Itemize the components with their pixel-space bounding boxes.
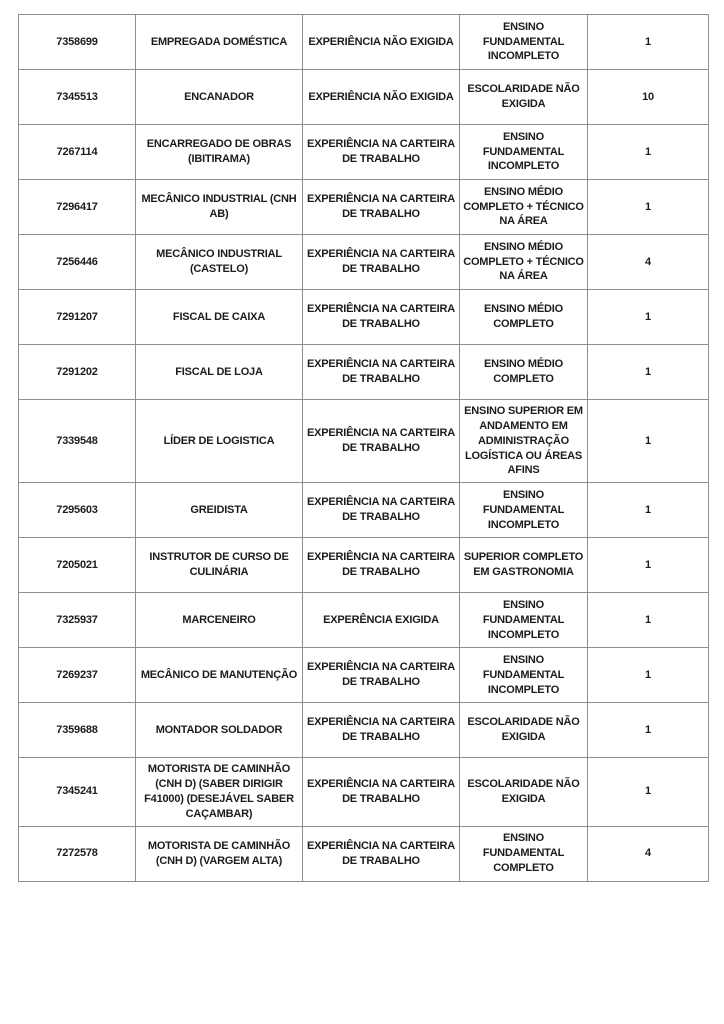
experience-cell: EXPERIÊNCIA NA CARTEIRA DE TRABALHO bbox=[303, 826, 460, 881]
experience-cell: EXPERIÊNCIA NA CARTEIRA DE TRABALHO bbox=[303, 235, 460, 290]
experience-cell: EXPERIÊNCIA NA CARTEIRA DE TRABALHO bbox=[303, 180, 460, 235]
table-row bbox=[19, 400, 709, 483]
education-cell: SUPERIOR COMPLETO EM GASTRONOMIA bbox=[460, 538, 588, 593]
vacancies-cell: 4 bbox=[588, 826, 709, 881]
vacancies-cell: 4 bbox=[588, 235, 709, 290]
vacancies-cell: 1 bbox=[588, 648, 709, 703]
job-title-cell: MECÂNICO INDUSTRIAL (CASTELO) bbox=[136, 235, 303, 290]
job-title-cell: MONTADOR SOLDADOR bbox=[136, 703, 303, 758]
table-row bbox=[19, 703, 709, 758]
job-code-cell: 7358699 bbox=[19, 15, 136, 70]
vacancies-cell: 10 bbox=[588, 70, 709, 125]
job-title-cell: MARCENEIRO bbox=[136, 593, 303, 648]
vacancies-cell: 1 bbox=[588, 400, 709, 483]
experience-cell: EXPERIÊNCIA NA CARTEIRA DE TRABALHO bbox=[303, 703, 460, 758]
table-row bbox=[19, 483, 709, 538]
job-title-cell: FISCAL DE CAIXA bbox=[136, 290, 303, 345]
table-row bbox=[19, 290, 709, 345]
table-row bbox=[19, 593, 709, 648]
vacancies-cell: 1 bbox=[588, 290, 709, 345]
vacancies-cell: 1 bbox=[588, 345, 709, 400]
table-row bbox=[19, 758, 709, 826]
experience-cell: EXPERIÊNCIA NA CARTEIRA DE TRABALHO bbox=[303, 538, 460, 593]
job-code-cell: 7291202 bbox=[19, 345, 136, 400]
education-cell: ENSINO MÉDIO COMPLETO bbox=[460, 290, 588, 345]
table-row bbox=[19, 826, 709, 881]
education-cell: ESCOLARIDADE NÃO EXIGIDA bbox=[460, 703, 588, 758]
education-cell: ENSINO FUNDAMENTAL INCOMPLETO bbox=[460, 648, 588, 703]
table-row bbox=[19, 345, 709, 400]
experience-cell: EXPERIÊNCIA NÃO EXIGIDA bbox=[303, 15, 460, 70]
vacancies-cell: 1 bbox=[588, 703, 709, 758]
education-cell: ENSINO FUNDAMENTAL INCOMPLETO bbox=[460, 125, 588, 180]
vacancies-cell: 1 bbox=[588, 483, 709, 538]
education-cell: ENSINO FUNDAMENTAL INCOMPLETO bbox=[460, 15, 588, 70]
job-title-cell: MECÂNICO DE MANUTENÇÃO bbox=[136, 648, 303, 703]
table-row bbox=[19, 125, 709, 180]
vacancies-cell: 1 bbox=[588, 180, 709, 235]
experience-cell: EXPERIÊNCIA NA CARTEIRA DE TRABALHO bbox=[303, 400, 460, 483]
education-cell: ENSINO FUNDAMENTAL INCOMPLETO bbox=[460, 593, 588, 648]
job-title-cell: MECÂNICO INDUSTRIAL (CNH AB) bbox=[136, 180, 303, 235]
job-title-cell: ENCARREGADO DE OBRAS (IBITIRAMA) bbox=[136, 125, 303, 180]
table-row bbox=[19, 180, 709, 235]
job-code-cell: 7272578 bbox=[19, 826, 136, 881]
vacancies-table bbox=[18, 14, 709, 882]
job-title-cell: EMPREGADA DOMÉSTICA bbox=[136, 15, 303, 70]
job-code-cell: 7295603 bbox=[19, 483, 136, 538]
education-cell: ENSINO SUPERIOR EM ANDAMENTO EM ADMINISTRAÇÃO LOGÍSTICA OU ÁREAS AFINS bbox=[460, 400, 588, 483]
job-code-cell: 7359688 bbox=[19, 703, 136, 758]
job-code-cell: 7269237 bbox=[19, 648, 136, 703]
experience-cell: EXPERIÊNCIA NA CARTEIRA DE TRABALHO bbox=[303, 483, 460, 538]
education-cell: ENSINO MÉDIO COMPLETO bbox=[460, 345, 588, 400]
vacancies-table-body bbox=[19, 15, 709, 882]
vacancies-cell: 1 bbox=[588, 538, 709, 593]
job-title-cell: INSTRUTOR DE CURSO DE CULINÁRIA bbox=[136, 538, 303, 593]
experience-cell: EXPERIÊNCIA NA CARTEIRA DE TRABALHO bbox=[303, 125, 460, 180]
education-cell: ENSINO FUNDAMENTAL COMPLETO bbox=[460, 826, 588, 881]
vacancies-cell: 1 bbox=[588, 15, 709, 70]
vacancies-cell: 1 bbox=[588, 758, 709, 826]
experience-cell: EXPERIÊNCIA NA CARTEIRA DE TRABALHO bbox=[303, 758, 460, 826]
education-cell: ENSINO MÉDIO COMPLETO + TÉCNICO NA ÁREA bbox=[460, 180, 588, 235]
job-title-cell: FISCAL DE LOJA bbox=[136, 345, 303, 400]
table-row bbox=[19, 235, 709, 290]
education-cell: ESCOLARIDADE NÃO EXIGIDA bbox=[460, 758, 588, 826]
table-row bbox=[19, 538, 709, 593]
job-title-cell: MOTORISTA DE CAMINHÃO (CNH D) (SABER DIRIGIR F41000) (DESEJÁVEL SABER CAÇAMBAR) bbox=[136, 758, 303, 826]
vacancies-cell: 1 bbox=[588, 593, 709, 648]
education-cell: ENSINO MÉDIO COMPLETO + TÉCNICO NA ÁREA bbox=[460, 235, 588, 290]
table-row bbox=[19, 70, 709, 125]
experience-cell: EXPERÊNCIA EXIGIDA bbox=[303, 593, 460, 648]
job-code-cell: 7205021 bbox=[19, 538, 136, 593]
experience-cell: EXPERIÊNCIA NÃO EXIGIDA bbox=[303, 70, 460, 125]
job-title-cell: LÍDER DE LOGISTICA bbox=[136, 400, 303, 483]
job-code-cell: 7267114 bbox=[19, 125, 136, 180]
job-code-cell: 7256446 bbox=[19, 235, 136, 290]
job-title-cell: GREIDISTA bbox=[136, 483, 303, 538]
job-code-cell: 7291207 bbox=[19, 290, 136, 345]
job-title-cell: ENCANADOR bbox=[136, 70, 303, 125]
experience-cell: EXPERIÊNCIA NA CARTEIRA DE TRABALHO bbox=[303, 345, 460, 400]
job-code-cell: 7339548 bbox=[19, 400, 136, 483]
education-cell: ENSINO FUNDAMENTAL INCOMPLETO bbox=[460, 483, 588, 538]
table-row bbox=[19, 648, 709, 703]
experience-cell: EXPERIÊNCIA NA CARTEIRA DE TRABALHO bbox=[303, 290, 460, 345]
table-row bbox=[19, 15, 709, 70]
job-code-cell: 7325937 bbox=[19, 593, 136, 648]
job-title-cell: MOTORISTA DE CAMINHÃO (CNH D) (VARGEM ALTA) bbox=[136, 826, 303, 881]
experience-cell: EXPERIÊNCIA NA CARTEIRA DE TRABALHO bbox=[303, 648, 460, 703]
job-code-cell: 7345513 bbox=[19, 70, 136, 125]
job-code-cell: 7296417 bbox=[19, 180, 136, 235]
vacancies-cell: 1 bbox=[588, 125, 709, 180]
job-code-cell: 7345241 bbox=[19, 758, 136, 826]
education-cell: ESCOLARIDADE NÃO EXIGIDA bbox=[460, 70, 588, 125]
